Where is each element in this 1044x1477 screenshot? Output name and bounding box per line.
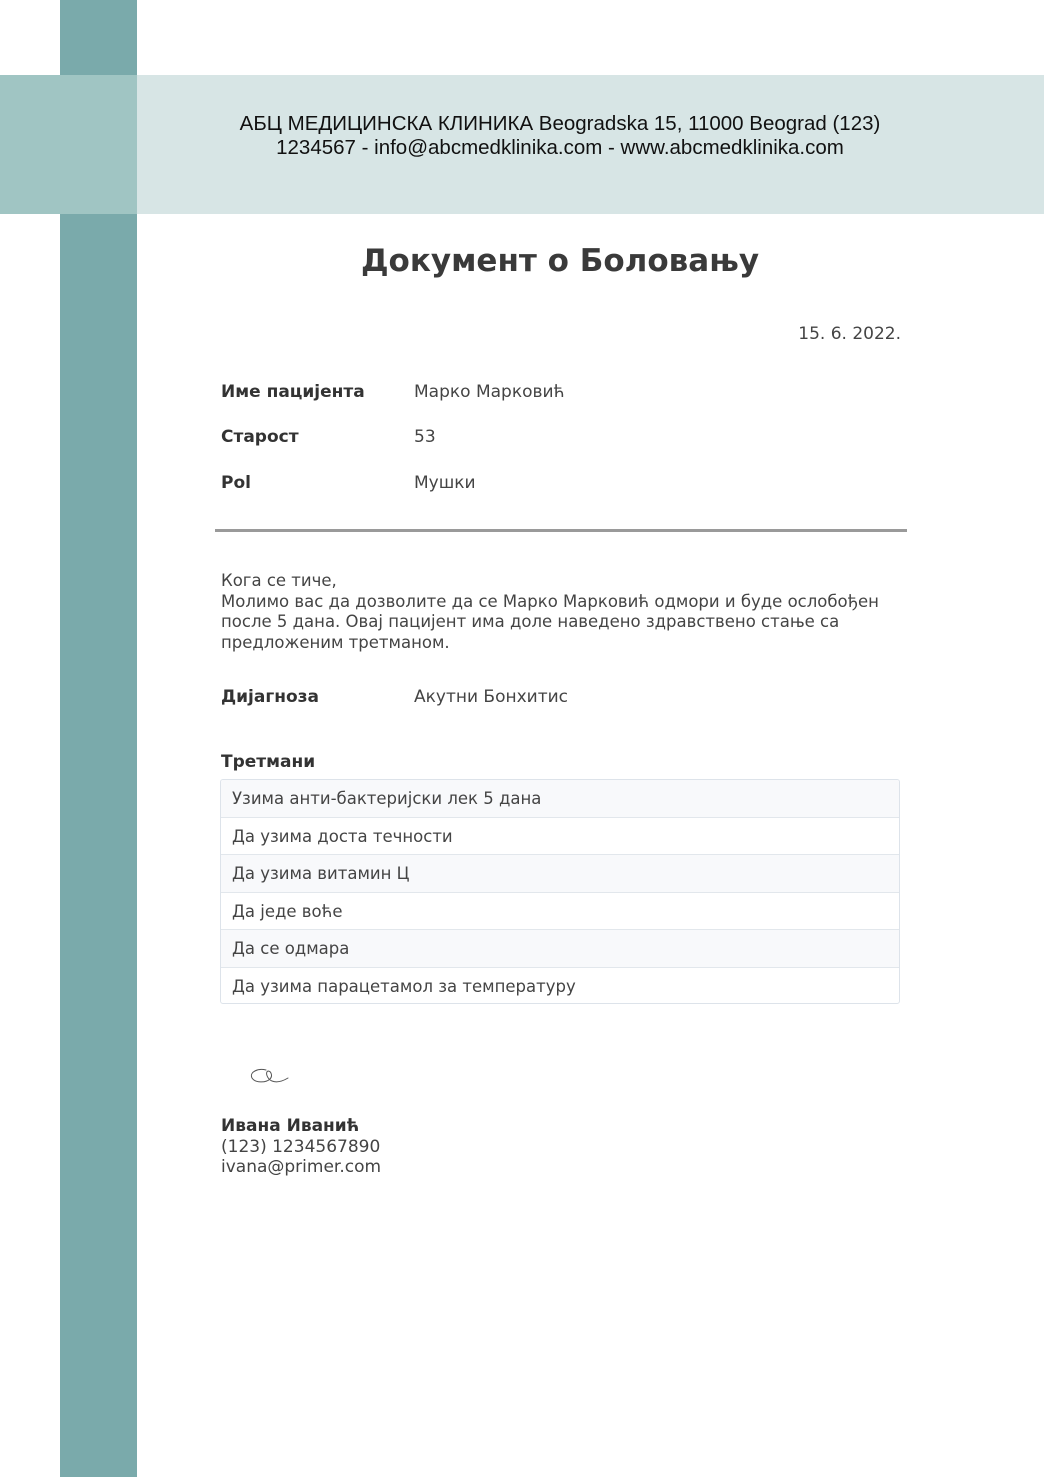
patient-sex-label: Pol <box>221 473 251 493</box>
diagnosis-value: Акутни Бонхитис <box>414 687 569 707</box>
patient-name-label: Име пацијента <box>221 382 365 402</box>
treatment-item: Да узима витамин Ц <box>221 855 899 893</box>
patient-age-value: 53 <box>414 427 436 447</box>
treatments-title: Третмани <box>221 752 316 772</box>
patient-age-label: Старост <box>221 427 299 447</box>
patient-sex-value: Мушки <box>414 473 476 493</box>
treatment-item: Да узима доста течности <box>221 818 899 856</box>
diagnosis-label: Дијагноза <box>221 687 320 707</box>
header-accent-square <box>0 75 137 214</box>
clinic-header: АБЦ МЕДИЦИНСКА КЛИНИКА Beogradska 15, 11000 Beograd (123) 1234567 - info@abcmedklinika.com - www.abcmedklinika.com <box>239 112 881 159</box>
doctor-phone: (123) 1234567890 <box>221 1136 381 1157</box>
letter-text: Молимо вас да дозволите да се Марко Марковић одмори и буде ослобођен после 5 дана. Овај пацијент има доле наведено здравствено стање са предложеним третманом. <box>221 591 879 652</box>
decorative-side-bar <box>60 0 137 1477</box>
treatments-list <box>220 779 900 1004</box>
document-date: 15. 6. 2022. <box>798 324 901 344</box>
letter-salutation: Кога се тиче, <box>221 571 337 590</box>
treatment-item: Да једе воће <box>221 893 899 931</box>
treatment-item: Да узима парацетамол за температуру <box>232 976 576 996</box>
section-divider <box>215 529 907 532</box>
treatment-item: Да се одмара <box>221 930 899 968</box>
signature-image <box>246 1060 296 1090</box>
letter-body <box>221 571 905 653</box>
doctor-contact <box>221 1116 381 1178</box>
doctor-email: ivana@primer.com <box>221 1157 382 1177</box>
patient-name-value: Марко Марковић <box>414 382 565 402</box>
treatment-item: Узима анти-бактеријски лек 5 дана <box>221 780 899 818</box>
doctor-name: Ивана Иванић <box>221 1116 360 1136</box>
document-title: Документ о Боловању <box>360 243 760 279</box>
